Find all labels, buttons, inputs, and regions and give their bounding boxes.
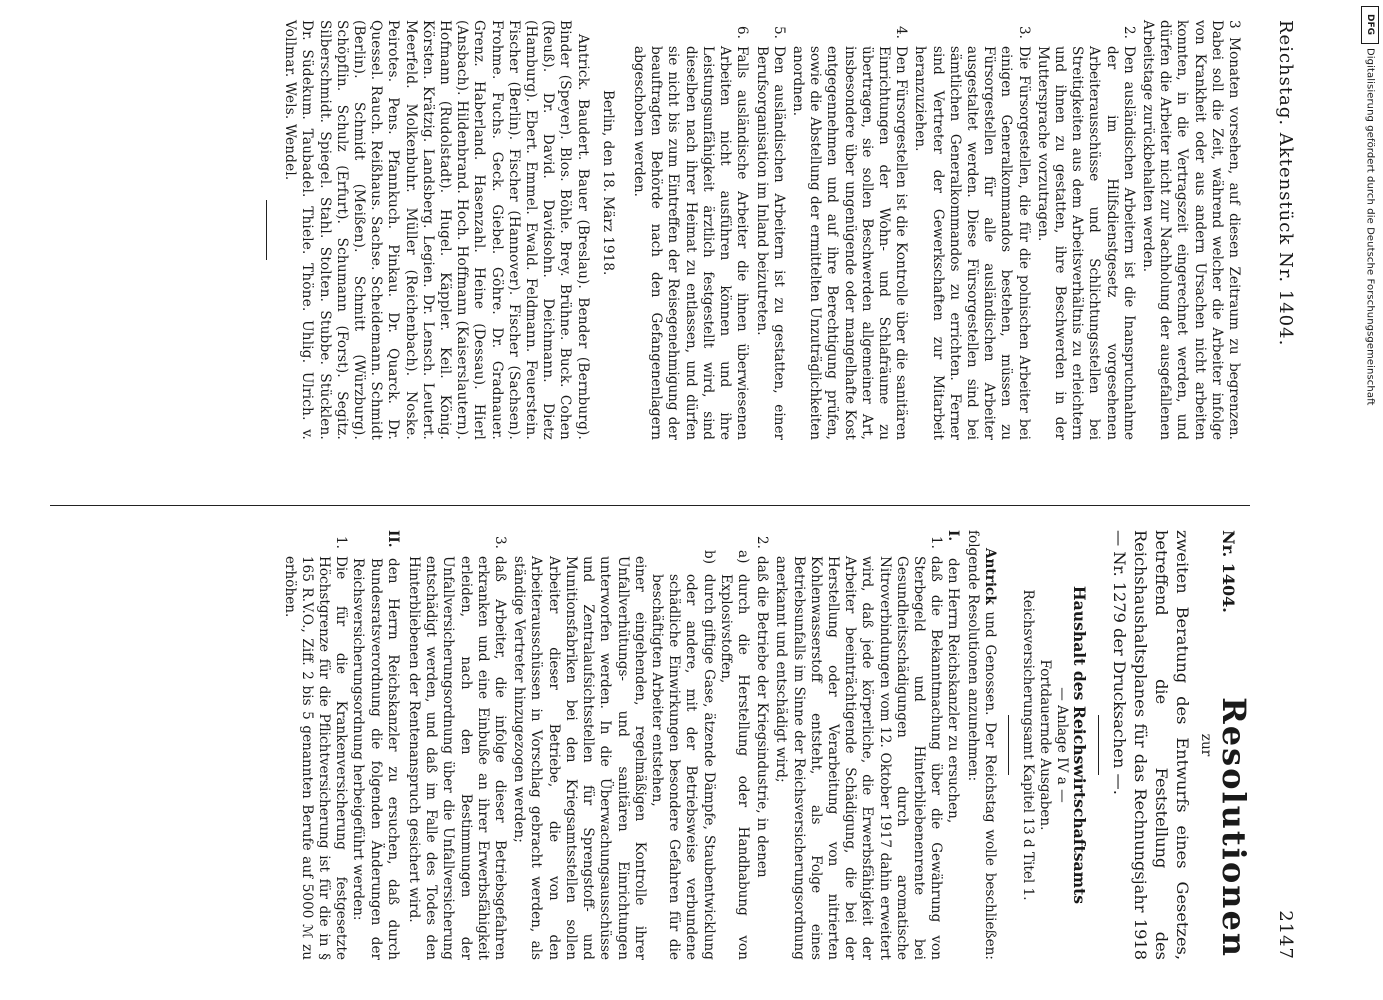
- sub-item-letter: a): [734, 550, 751, 564]
- title-block: [1215, 530, 1253, 960]
- item-number: 3.: [1015, 26, 1032, 39]
- anlage-line: — Anlage IV a —: [1054, 687, 1071, 803]
- sub-item-text: durch die Herstellung oder Handhabung von Explosivstoffen,: [717, 574, 751, 960]
- kapitel-line: Reichsversicherungsamt Kapitel 13 d Titel 1.: [1019, 589, 1036, 901]
- item-number: 1.: [333, 536, 350, 549]
- page-number: 2147: [1275, 910, 1296, 960]
- lead-paragraph: zweiten Beratung des Entwurfs eines Gesetzes, betreffend die Feststellung des Reichshaushaltsplanes für das Rechnungsjahr 1918 — Nr. 1279 der Drucksachen —.: [1109, 530, 1192, 960]
- item-number: 6.: [734, 26, 751, 39]
- section-number: II.: [384, 530, 401, 548]
- end-rule: [266, 200, 267, 260]
- running-header: Reichstag. Aktenstück Nr. 1404.: [1275, 20, 1296, 347]
- sub-item-text: durch giftige Gase, ätzende Dämpfe, Staubentwicklung oder andere, mit der Betriebsweise verbundene schädliche Einwirkungen besondere Gefahren für die beschäftigten Arbeiter entstehen,: [648, 574, 717, 960]
- list-item: [789, 20, 909, 440]
- item-number: 2.: [754, 536, 771, 549]
- item-number: 3.: [492, 536, 509, 549]
- item-number: 4.: [893, 26, 910, 39]
- column-divider: [50, 505, 1250, 506]
- page-header: [1266, 20, 1300, 960]
- section-number: I.: [945, 530, 962, 542]
- item-text: Die für die Krankenversicherung festgesetzte Höchstgrenze für die Pflichtversicherung ist für die in § 165 R.V.O., Ziff. 2 bis 5 genannten Berufe auf 5000 ℳ zu erhöhen.: [281, 556, 350, 960]
- motion-text: und Genossen. Der Reichstag wolle beschließen: folgende Resolutionen anzunehmen:: [964, 530, 998, 960]
- item-text: daß Arbeiter, die infolge dieser Betriebsgefahren erkranken und eine Einbuße an ihrer Erwerbsfähigkeit erleiden, nach den Bestimmungen der Unfallversicherungsordnung über die Unfallversicherung entschädigt werden, und daß im Falle des Todes den Hinterbliebenen der Rentenanspruch gesichert wird.: [406, 556, 509, 960]
- item-text: daß die Bekanntmachung über die Gewährung von Sterbegeld und Hinterbliebenenrente bei Gesundheitsschädigungen durch aromatische Nitroverbindungen vom 12. Oktober 1917 dahin erweitert wird, daß jede körperliche, die Erwerbsfähigkeit der Arbeiter beeinträchtigende Schädigung, die bei der Herstellung oder Verarbeitung von nitrierten Kohlenwasserstoff entsteht, als Folge eines Betriebsunfalls im Sinne der Reichsversicherungsordnung anerkannt und entschädigt wird;: [773, 556, 945, 960]
- item-text: Den Fürsorgestellen ist die Kontrolle über die sanitären Einrichtungen der Wohn- und Schlafräume zu übertragen, sie sollen Beschwerden allgemeiner Art, insbesondere über ungenügende oder mangelhafte Kost entgegennehmen und auf ihre Berechtigung prüfen, sowie die Abstellung der ermittelten Unzuträglichkeiten anordnen.: [789, 46, 910, 440]
- sub-item: [648, 530, 717, 960]
- motion-lead: Antrick: [981, 548, 998, 605]
- list-item: [405, 530, 508, 960]
- digitization-stamp: [1361, 6, 1379, 994]
- document-title: Resolutionen: [1215, 697, 1253, 959]
- motion-paragraph: [963, 530, 997, 960]
- item-number: 5.: [770, 26, 787, 39]
- right-column: [278, 530, 1253, 960]
- sub-item-letter: b): [700, 550, 717, 565]
- section-rule: [1008, 715, 1009, 775]
- section-one: [944, 530, 961, 960]
- haushalt-heading: Haushalt des Reichswirtschaftsamts: [1069, 585, 1089, 905]
- date-line: Berlin, den 18. März 1918.: [599, 90, 616, 276]
- document-page: [40, 0, 1360, 980]
- dfg-logo: DFG: [1361, 6, 1379, 44]
- intro-paragraph: 3 Monaten vorsehen, auf diesen Zeitraum zu begrenzen. Dabei soll die Zeit, während welcher die Arbeiter infolge von Krankheit oder aus andern Ursachen nicht arbeiten konnten, in die Vertragszeit eingerechnet werden, und dürfen die Arbeiter nicht zur Nachholung der ausgefallenen Arbeitstage zurückbehalten werden.: [1139, 20, 1242, 440]
- item-text: daß die Betriebe der Kriegsindustrie, in denen: [754, 556, 771, 878]
- left-column: [266, 20, 1242, 440]
- item-number: 2.: [1120, 26, 1137, 39]
- continuation-paragraph: einer eingehenden, regelmäßigen Kontrolle ihrer Unfallverhütungs- und sanitären Einrichtungen unterworfen werden. In die Überwachungsausschüsse und Zentralaufsichtsstellen für Sprengstoff- und Munitionsfabriken bei den Kriegsamtsstellen sollen Arbeiter dieser Betriebe, die von den Arbeiterausschüssen in Vorschlag gebracht werden, als ständige Vertreter hinzugezogen werden;: [511, 556, 648, 960]
- document-number: Nr. 1404.: [1219, 530, 1238, 613]
- list-item: [752, 20, 786, 440]
- item-text: Den ausländischen Arbeitern ist die Inanspruchnahme der im Hilfsdienstgesetz vorgesehenen Arbeiterausschüsse und Schlichtungsstellen bei Streitigkeiten aus dem Arbeitsverhältnis zu erleichtern und ihnen zu gestatten, ihre Beschwerden in der Muttersprache vorzutragen.: [1034, 46, 1137, 440]
- list-item: [1034, 20, 1137, 440]
- section-text: den Herrn Reichskanzler zu ersuchen, daß durch Bundesratsverordnung die folgenden Änderungen der Reichsversicherungsordnung herbeigeführt werden:: [350, 558, 401, 960]
- fortdauernde-line: Fortdauernde Ausgaben.: [1037, 659, 1054, 831]
- item-text: Falls ausländische Arbeiter die ihnen überwiesenen Arbeiten nicht ausführen können und ihre Leistungsunfähigkeit ärztlich festgestellt wird, sind dieselben nach ihrer Heimat zu entlassen, und dürfen sie nicht bis zum Eintreffen der Reisegenehmigung der beauftragten Behörde nach den Gefangenenlagern abgeschoben werden.: [631, 46, 751, 440]
- list-item: [753, 530, 770, 960]
- section-rule: [1098, 715, 1099, 775]
- list-item: [772, 530, 944, 960]
- sub-item: [717, 530, 751, 960]
- signatories: Antrick. Baudert. Bauer (Breslau). Bender (Bernburg). Binder (Speyer). Blos. Böhle. Brey. Brühne. Buck. Cohen (Reuß). Dr. David. Davidsohn. Deichmann. Dietz (Hamburg). Ebert. Emmel. Ewald. Feldmann. Feuerstein. Fischer (Berlin). Fischer (Hannover). Fischer (Sachsen). Frohme. Fuchs. Geck. Giebel. Göhre. Dr. Gradnauer. Grenz. Haberland. Hasenzahl. Heine (Dessau). Hierl (Ansbach). Hildenbrand. Hoch. Hoffmann (Kaiserslautern). Hofmann (Rudolstadt). Hugel. Käppler. Keil. König. Körsten. Krätzig. Landsberg. Legien. Dr. Lensch. Leutert. Meerfeld. Molkenbuhr. Müller (Reichenbach). Noske. Peirotes. Pens. Pfannkuch. Pinkau. Dr. Quarck. Dr. Quessel. Rauch. Reißhaus. Sachse. Scheidemann. Schmidt (Berlin). Schmidt (Meißen). Schmitt (Würzburg). Schöpflin. Schulz (Erfurt). Schumann (Forst). Segitz. Silberschmidt. Spiegel. Stahl. Stolten. Stubbe. Stücklen. Dr. Südekum. Taubadel. Thiele. Thöne. Uhlig. Ulrich. v. Vollmar. Wels. Wendel.: [282, 20, 591, 440]
- section-two: [349, 530, 401, 960]
- item-text: Den ausländischen Arbeitern ist zu gestatten, einer Berufsorganisation im Inland beizutreten.: [753, 46, 787, 440]
- section-text: den Herrn Reichskanzler zu ersuchen,: [945, 558, 962, 824]
- list-item: [911, 20, 1031, 440]
- list-item: [280, 530, 349, 960]
- item-number: 1.: [928, 536, 945, 549]
- stamp-text: Digitalisierung gefördert durch die Deutsche Forschungsgemeinschaft: [1364, 48, 1376, 406]
- title-connector: zur: [1197, 733, 1214, 757]
- item-text: Die Fürsorgestellen, die für die polnischen Arbeiter bei einigen Generalkommandos bestehen, müssen zu Fürsorgestellen für alle ausländischen Arbeiter ausgestaltet werden. Diese Fürsorgestellen sind bei sämtlichen Generalkommandos zu errichten. Ferner sind Vertreter der Gewerkschaften zur Mitarbeit heranzuziehen.: [912, 46, 1032, 440]
- list-item: [630, 20, 750, 440]
